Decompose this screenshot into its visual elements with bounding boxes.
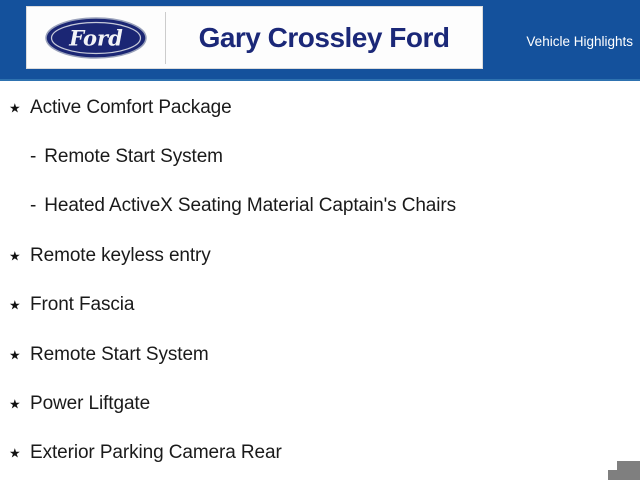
feature-label: Active Comfort Package <box>30 96 232 118</box>
dealer-name: Gary Crossley Ford <box>198 21 450 53</box>
feature-label: Remote Start System <box>30 343 209 365</box>
dealer-logo-box <box>26 6 483 69</box>
feature-label: Remote Start System <box>44 146 223 168</box>
star-bullet-icon: ★ <box>9 297 21 313</box>
list-item <box>0 281 640 330</box>
dash-bullet: - <box>30 146 37 168</box>
feature-label: Power Liftgate <box>30 393 151 415</box>
list-item <box>0 429 640 478</box>
list-item <box>0 379 640 428</box>
dash-bullet: - <box>30 195 37 217</box>
list-item <box>0 83 640 132</box>
feature-label: Exterior Parking Camera Rear <box>30 442 282 464</box>
scrollbar-corner-block <box>617 461 640 480</box>
star-bullet-icon: ★ <box>9 396 21 412</box>
ford-logo-icon <box>45 17 147 59</box>
ford-logo-script: Ford <box>69 25 123 50</box>
star-bullet-icon: ★ <box>9 248 21 264</box>
feature-label: Front Fascia <box>30 294 135 316</box>
star-bullet-icon: ★ <box>9 100 21 116</box>
scrollbar-corner-step <box>608 470 617 480</box>
list-subitem <box>0 182 640 231</box>
star-bullet-icon: ★ <box>9 347 21 363</box>
scrollbar-corner <box>608 461 640 480</box>
list-subitem <box>0 132 640 181</box>
feature-label: Remote keyless entry <box>30 244 211 266</box>
feature-label: Heated ActiveX Seating Material Captain's Chairs <box>44 195 456 217</box>
vehicle-highlights-tab[interactable]: Vehicle Highlights <box>526 34 633 49</box>
list-item <box>0 231 640 280</box>
header-bar <box>0 0 640 81</box>
list-item <box>0 330 640 379</box>
star-bullet-icon: ★ <box>9 445 21 461</box>
feature-list <box>0 81 640 478</box>
